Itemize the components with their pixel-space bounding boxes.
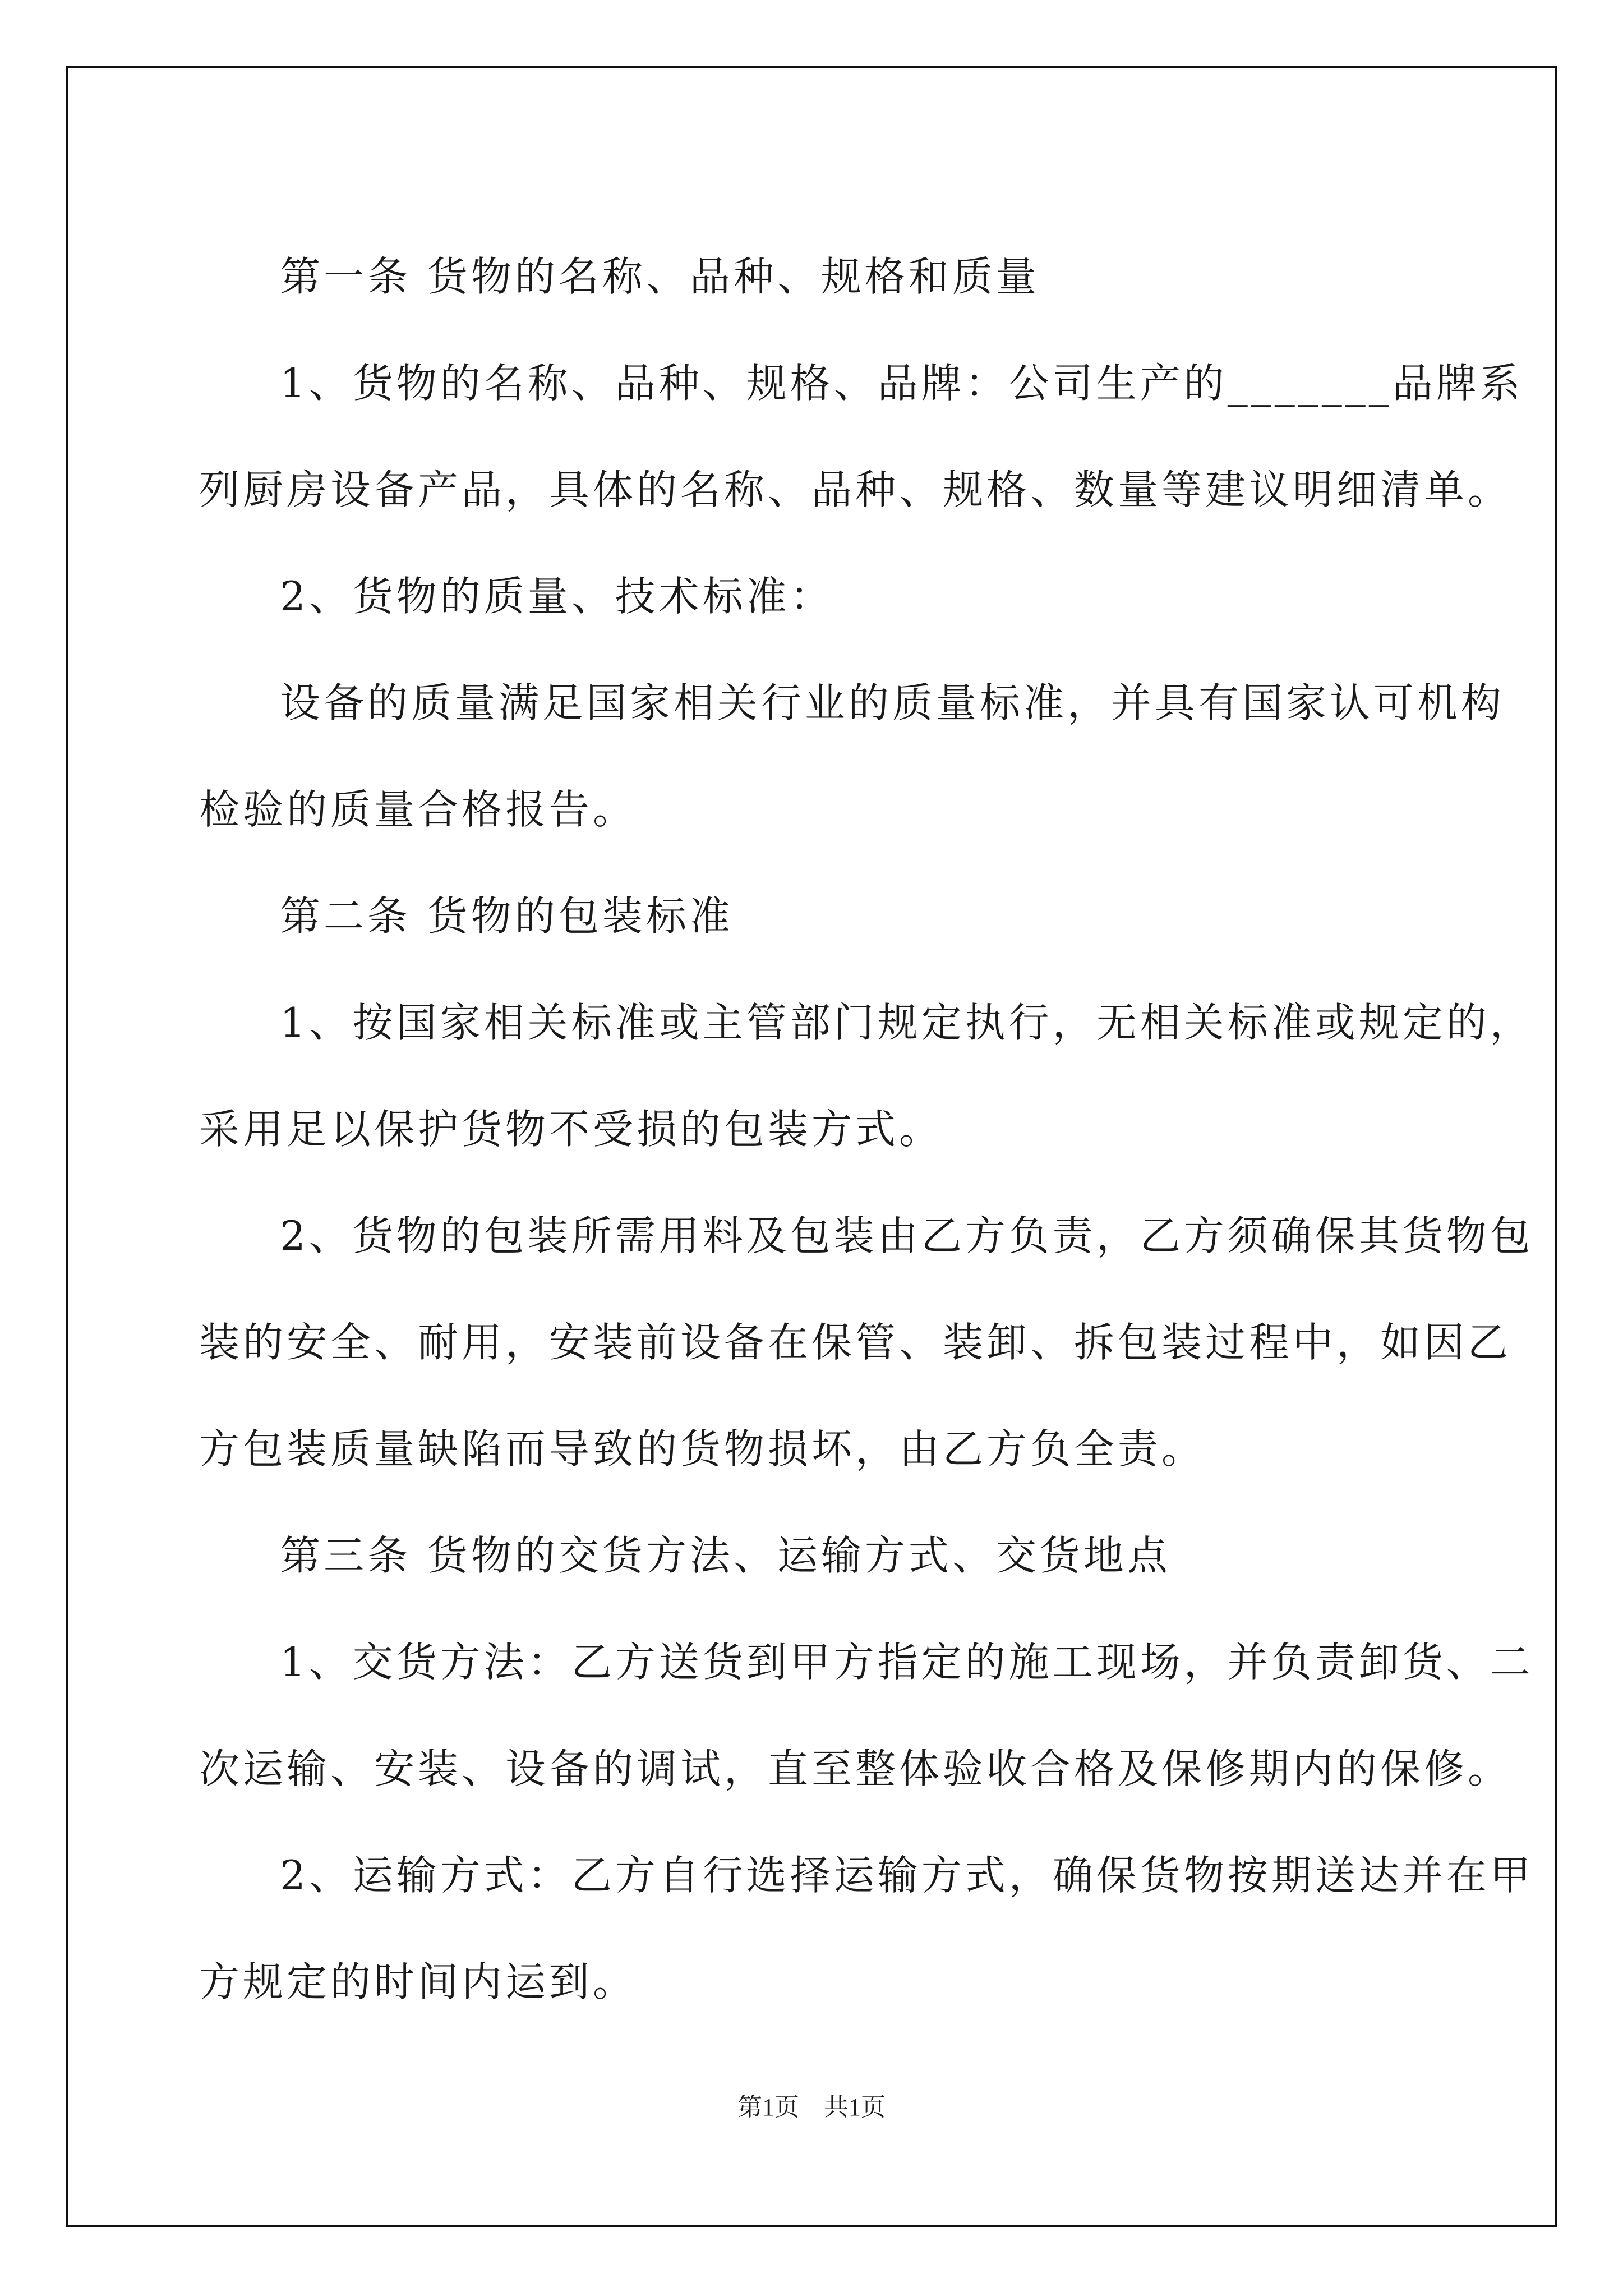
paragraph-1-1-line-2: 列厨房设备产品，具体的名称、品种、规格、数量等建议明细清单。: [199, 466, 1512, 513]
paragraph-article-3-title: 第三条 货物的交货方法、运输方式、交货地点: [280, 1532, 1171, 1579]
paragraph-1-2: 2、货物的质量、技术标准：: [280, 573, 834, 620]
paragraph-article-1-title: 第一条 货物的名称、品种、规格和质量: [280, 253, 1040, 300]
paragraph-2-2-line-3: 方包装质量缺陷而导致的货物损坏，由乙方负全责。: [199, 1425, 1206, 1473]
paragraph-2-1-line-2: 采用足以保护货物不受损的包装方式。: [199, 1106, 943, 1153]
paragraph-2-1-line-1: 1、按国家相关标准或主管部门规定执行，无相关标准或规定的，: [280, 999, 1534, 1046]
paragraph-2-2-line-1: 2、货物的包装所需用料及包装由乙方负责，乙方须确保其货物包: [280, 1212, 1534, 1259]
paragraph-quality-line-2: 检验的质量合格报告。: [199, 786, 637, 833]
paragraph-1-1-line-1: 1、货物的名称、品种、规格、品牌：公司生产的_______品牌系: [280, 360, 1524, 407]
paragraph-3-1-line-2: 次运输、安装、设备的调试，直至整体验收合格及保修期内的保修。: [199, 1745, 1512, 1792]
paragraph-article-2-title: 第二条 货物的包装标准: [280, 892, 734, 940]
document-body: [199, 223, 1534, 2035]
paragraph-2-2-line-2: 装的安全、耐用，安装前设备在保管、装卸、拆包装过程中，如因乙: [199, 1319, 1512, 1366]
paragraph-quality-line-1: 设备的质量满足国家相关行业的质量标准，并具有国家认可机构: [280, 679, 1505, 726]
paragraph-3-2-line-1: 2、运输方式：乙方自行选择运输方式，确保货物按期送达并在甲: [280, 1852, 1534, 1899]
paragraph-3-1-line-1: 1、交货方法：乙方送货到甲方指定的施工现场，并负责卸货、二: [280, 1639, 1534, 1686]
page-number-footer: 第1页 共1页: [737, 2093, 886, 2121]
paragraph-3-2-line-2: 方规定的时间内运到。: [199, 1958, 637, 2005]
